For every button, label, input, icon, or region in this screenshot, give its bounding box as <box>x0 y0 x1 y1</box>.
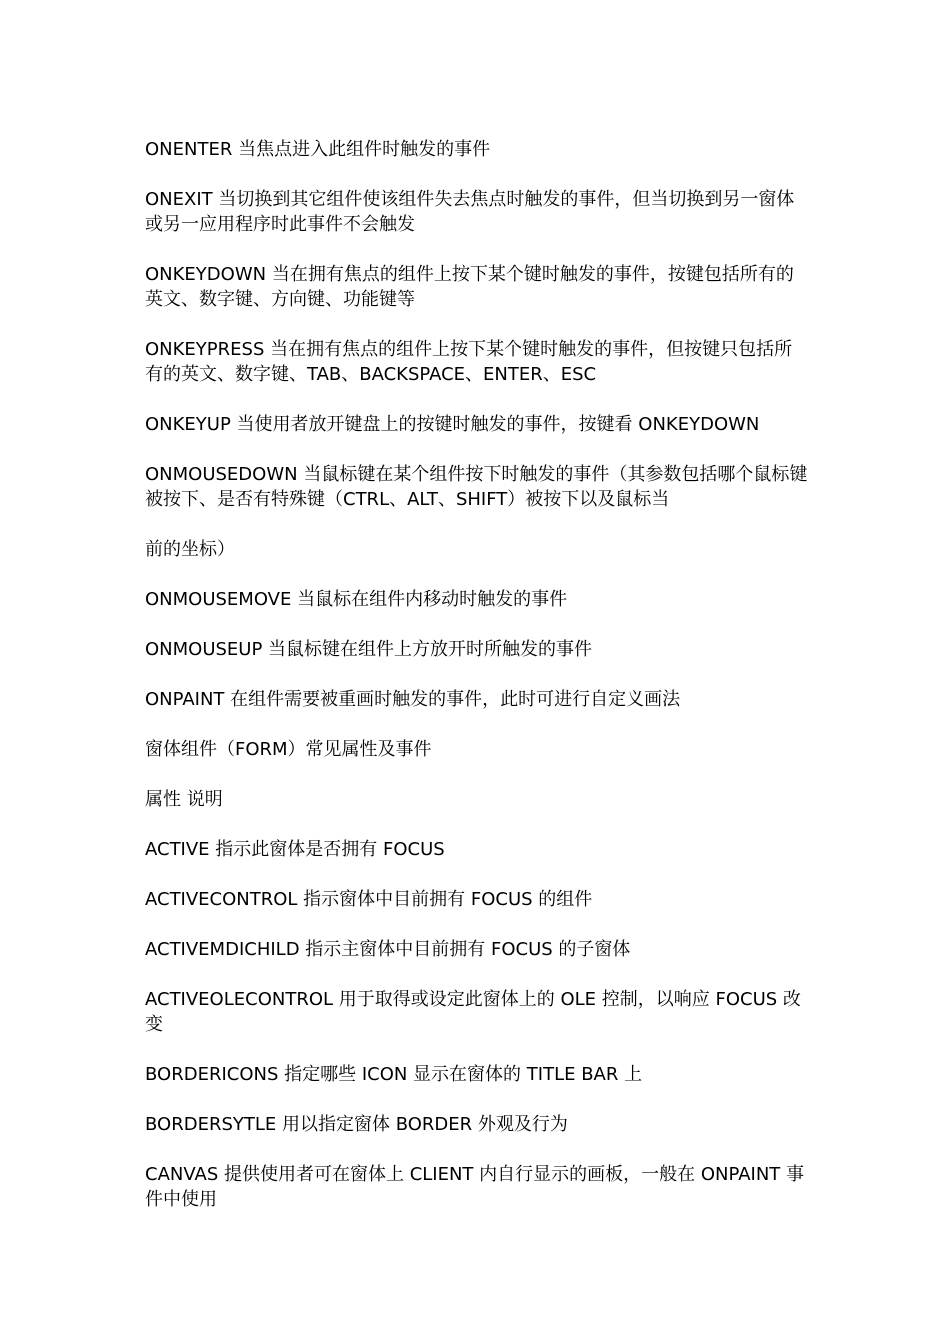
document-body <box>145 137 810 1237</box>
paragraph-onpaint: ONPAINT 在组件需要被重画时触发的事件，此时可进行自定义画法 <box>145 689 681 710</box>
section-heading-form: 窗体组件（FORM）常见属性及事件 <box>145 739 432 760</box>
paragraph-bordersytle: BORDERSYTLE 用以指定窗体 BORDER 外观及行为 <box>145 1114 568 1135</box>
paragraph-bordericons: BORDERICONS 指定哪些 ICON 显示在窗体的 TITLE BAR 上 <box>145 1064 643 1085</box>
paragraph-active: ACTIVE 指示此窗体是否拥有 FOCUS <box>145 839 445 860</box>
paragraph-onmousedown: ONMOUSEDOWN 当鼠标键在某个组件按下时触发的事件（其参数包括哪个鼠标键被按下、是否有特殊键（CTRL、ALT、SHIFT）被按下以及鼠标当 <box>145 464 808 510</box>
paragraph-onkeypress: ONKEYPRESS 当在拥有焦点的组件上按下某个键时触发的事件，但按键只包括所有的英文、数字键、TAB、BACKSPACE、ENTER、ESC <box>145 339 793 385</box>
paragraph-onkeyup: ONKEYUP 当使用者放开键盘上的按键时触发的事件，按键看 ONKEYDOWN <box>145 414 760 435</box>
paragraph-onkeydown: ONKEYDOWN 当在拥有焦点的组件上按下某个键时触发的事件，按键包括所有的英文、数字键、方向键、功能键等 <box>145 264 794 310</box>
paragraph-onmousemove: ONMOUSEMOVE 当鼠标在组件内移动时触发的事件 <box>145 589 568 610</box>
paragraph-onenter: ONENTER 当焦点进入此组件时触发的事件 <box>145 139 491 160</box>
table-header: 属性 说明 <box>145 789 223 810</box>
paragraph-onexit: ONEXIT 当切换到其它组件使该组件失去焦点时触发的事件，但当切换到另一窗体或另一应用程序时此事件不会触发 <box>145 189 795 235</box>
paragraph-canvas: CANVAS 提供使用者可在窗体上 CLIENT 内自行显示的画板，一般在 ONPAINT 事件中使用 <box>145 1164 805 1210</box>
paragraph-onmouseup: ONMOUSEUP 当鼠标键在组件上方放开时所触发的事件 <box>145 639 593 660</box>
paragraph-onmousedown-continued: 前的坐标） <box>145 539 235 560</box>
paragraph-activeolecontrol: ACTIVEOLECONTROL 用于取得或设定此窗体上的 OLE 控制，以响应 FOCUS 改变 <box>145 989 801 1035</box>
paragraph-activemdichild: ACTIVEMDICHILD 指示主窗体中目前拥有 FOCUS 的子窗体 <box>145 939 631 960</box>
paragraph-activecontrol: ACTIVECONTROL 指示窗体中目前拥有 FOCUS 的组件 <box>145 889 593 910</box>
